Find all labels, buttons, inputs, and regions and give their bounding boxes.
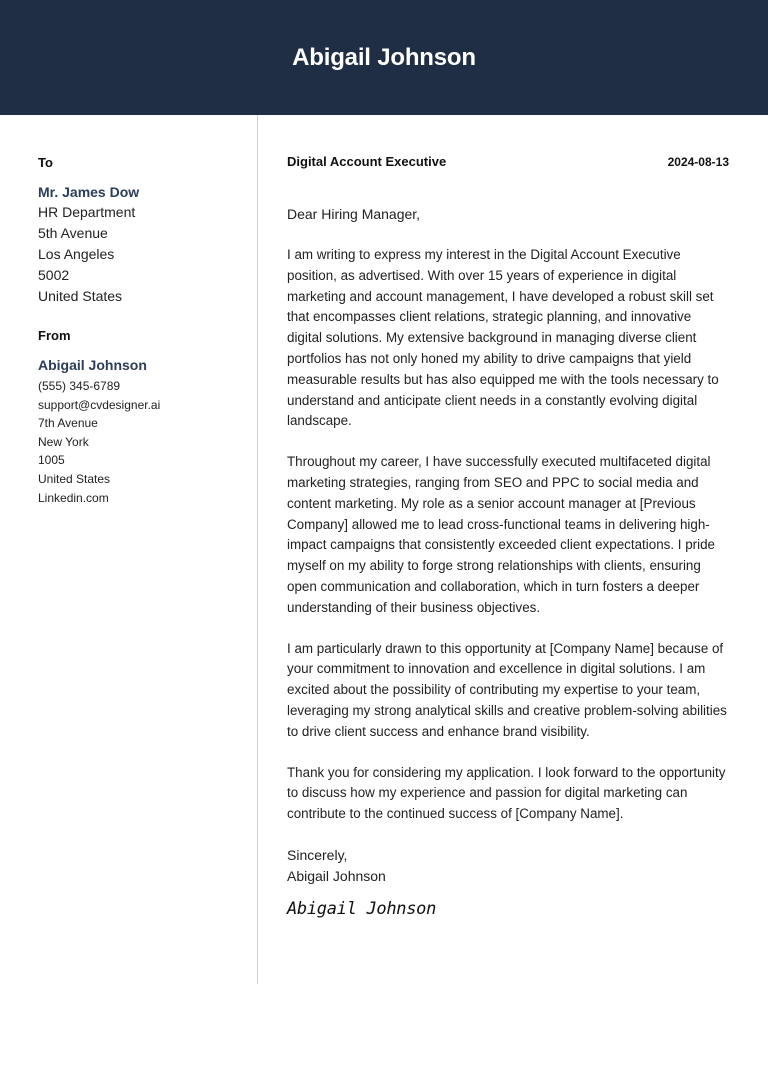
recipient-street: 5th Avenue: [38, 225, 108, 241]
salutation: Dear Hiring Manager,: [287, 206, 421, 222]
sender-postcode: 1005: [38, 453, 65, 468]
column-divider: [257, 115, 258, 984]
recipient-city: Los Angeles: [38, 246, 115, 262]
sender-email: support@cvdesigner.ai: [38, 397, 161, 412]
from-section-title: From: [38, 328, 71, 343]
paragraph-4: Thank you for considering my application. I look forward to the opportunity to discuss how my experience and passion for digital marketing can contribute to the continued success of [Company Name].: [287, 764, 726, 822]
sender-linkedin: Linkedin.com: [38, 490, 109, 505]
job-title: Digital Account Executive: [287, 154, 447, 169]
recipient-department: HR Department: [38, 204, 136, 220]
paragraph-3: I am particularly drawn to this opportunity at [Company Name] because of your commitment to innovation and excellence in digital solutions. I am excited about the possibility of contributing my expertise to your team, leveraging my strong analytical skills and creative problem-solving abilities to drive client success and enhance brand visibility.: [287, 640, 727, 739]
sender-city: New York: [38, 434, 89, 449]
letter-header: [0, 0, 768, 115]
recipient-postcode: 5002: [38, 267, 70, 283]
to-section-title: To: [38, 155, 53, 170]
closing-phrase: Sincerely,: [287, 846, 348, 863]
closing-name: Abigail Johnson: [287, 867, 386, 884]
recipient-country: United States: [38, 288, 123, 304]
sidebar: [38, 154, 248, 507]
letter-top-row: [287, 154, 729, 174]
letter-body: [287, 154, 729, 919]
header-name: Abigail Johnson: [292, 43, 476, 71]
paragraph-1: I am writing to express my interest in the Digital Account Executive position, as advertised. With over 15 years of experience in digital marketing and account management, I have developed a robust skill set that encompasses client relations, strategic planning, and innovative digital solutions. My extensive background in managing diverse client portfolios has not only honed my ability to drive campaigns that yield measurable results but has also equipped me with the tools necessary to understand and anticipate client needs in a constantly evolving digital landscape.: [287, 247, 719, 429]
closing: [287, 845, 729, 887]
sender-phone: (555) 345-6789: [38, 379, 121, 393]
signature: Abigail Johnson: [287, 898, 437, 919]
sender-street: 7th Avenue: [38, 416, 98, 431]
sender-name: Abigail Johnson: [38, 357, 147, 373]
recipient-name: Mr. James Dow: [38, 184, 140, 200]
letter-date: 2024-08-13: [667, 155, 729, 169]
paragraph-2: Throughout my career, I have successfully executed multifaceted digital marketing strategies, ranging from SEO and PPC to social media and content marketing. My role as a senior account manager at [Previous Company] allowed me to lead cross-functional teams in delivering high-impact campaigns that consistently exceeded client expectations. I pride myself on my ability to forge strong relationships with clients, ensuring open communication and collaboration, which in turn fosters a deeper understanding of their business objectives.: [287, 454, 715, 615]
sender-country: United States: [38, 471, 111, 486]
